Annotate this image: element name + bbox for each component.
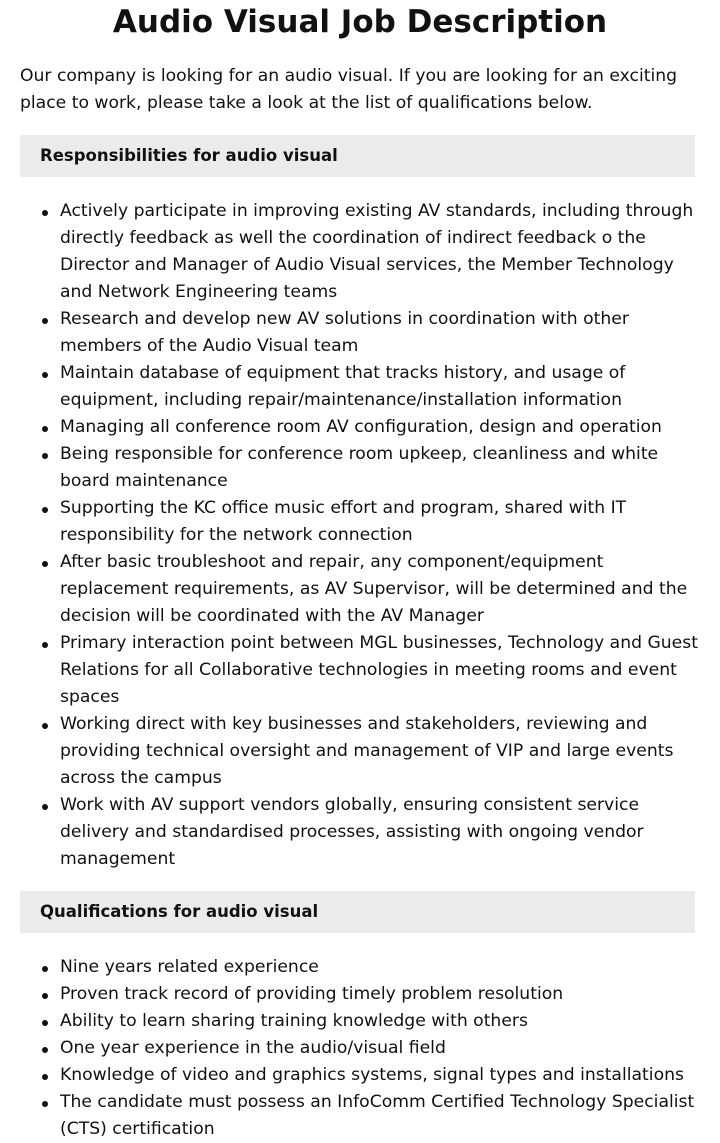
bullet-icon [42,1020,48,1026]
list-item-text: Work with AV support vendors globally, ensuring consistent service delivery and standardised processes, assisting with ongoing vendor management [60,795,644,869]
list-item-text: Supporting the KC office music effort and program, shared with IT responsibility for the network connection [60,498,627,545]
list-item-text: Nine years related experience [60,957,319,977]
list-item [0,306,720,360]
list-item [0,360,720,414]
bullet-icon [42,642,48,648]
list-item [0,1035,720,1062]
bullet-icon [42,507,48,513]
bullet-icon [42,1101,48,1107]
bullet-icon [42,993,48,999]
list-item-text: Proven track record of providing timely problem resolution [60,984,564,1004]
qualifications-list [0,954,720,1143]
page-title: Audio Visual Job Description [112,4,608,40]
bullet-icon [42,372,48,378]
bullet-icon [42,561,48,567]
bullet-icon [42,318,48,324]
list-item-text: The candidate must possess an InfoComm Certified Technology Specialist (CTS) certification [60,1092,695,1139]
list-item [0,1062,720,1089]
bullet-icon [42,1074,48,1080]
bullet-icon [42,804,48,810]
list-item-text: After basic troubleshoot and repair, any component/equipment replacement requirements, as AV Supervisor, will be determined and the decision will be coordinated with the AV Manager [60,552,688,626]
bullet-icon [42,1047,48,1053]
list-item-text: Being responsible for conference room upkeep, cleanliness and white board maintenance [60,444,659,491]
responsibilities-heading: Responsibilities for audio visual [20,135,695,177]
list-item [0,954,720,981]
qualifications-heading: Qualifications for audio visual [20,891,695,933]
list-item [0,711,720,792]
list-item [0,630,720,711]
list-item-text: Managing all conference room AV configuration, design and operation [60,417,662,437]
list-item [0,495,720,549]
bullet-icon [42,210,48,216]
list-item-text: Maintain database of equipment that tracks history, and usage of equipment, including repair/maintenance/installation information [60,363,626,410]
list-item-text: Research and develop new AV solutions in coordination with other members of the Audio Visual team [60,309,629,356]
list-item-text: Actively participate in improving existing AV standards, including through directly feedback as well the coordination of indirect feedback o the Director and Manager of Audio Visual services, the Member Technology and Network Engineering teams [60,201,694,302]
list-item [0,198,720,306]
bullet-icon [42,453,48,459]
list-item-text: Working direct with key businesses and stakeholders, reviewing and providing technical oversight and management of VIP and large events across the campus [60,714,674,788]
list-item-text: Ability to learn sharing training knowledge with others [60,1011,528,1031]
list-item [0,792,720,873]
list-item-text: One year experience in the audio/visual field [60,1038,446,1058]
list-item [0,981,720,1008]
list-item [0,549,720,630]
list-item [0,441,720,495]
list-item [0,1008,720,1035]
bullet-icon [42,966,48,972]
list-item-text: Knowledge of video and graphics systems, signal types and installations [60,1065,684,1085]
bullet-icon [42,426,48,432]
list-item [0,414,720,441]
bullet-icon [42,723,48,729]
list-item-text: Primary interaction point between MGL businesses, Technology and Guest Relations for all Collaborative technologies in meeting rooms and event spaces [60,633,698,707]
intro-paragraph: Our company is looking for an audio visual. If you are looking for an exciting place to work, please take a look at the list of qualifications below. [20,66,678,113]
responsibilities-list [0,198,720,873]
